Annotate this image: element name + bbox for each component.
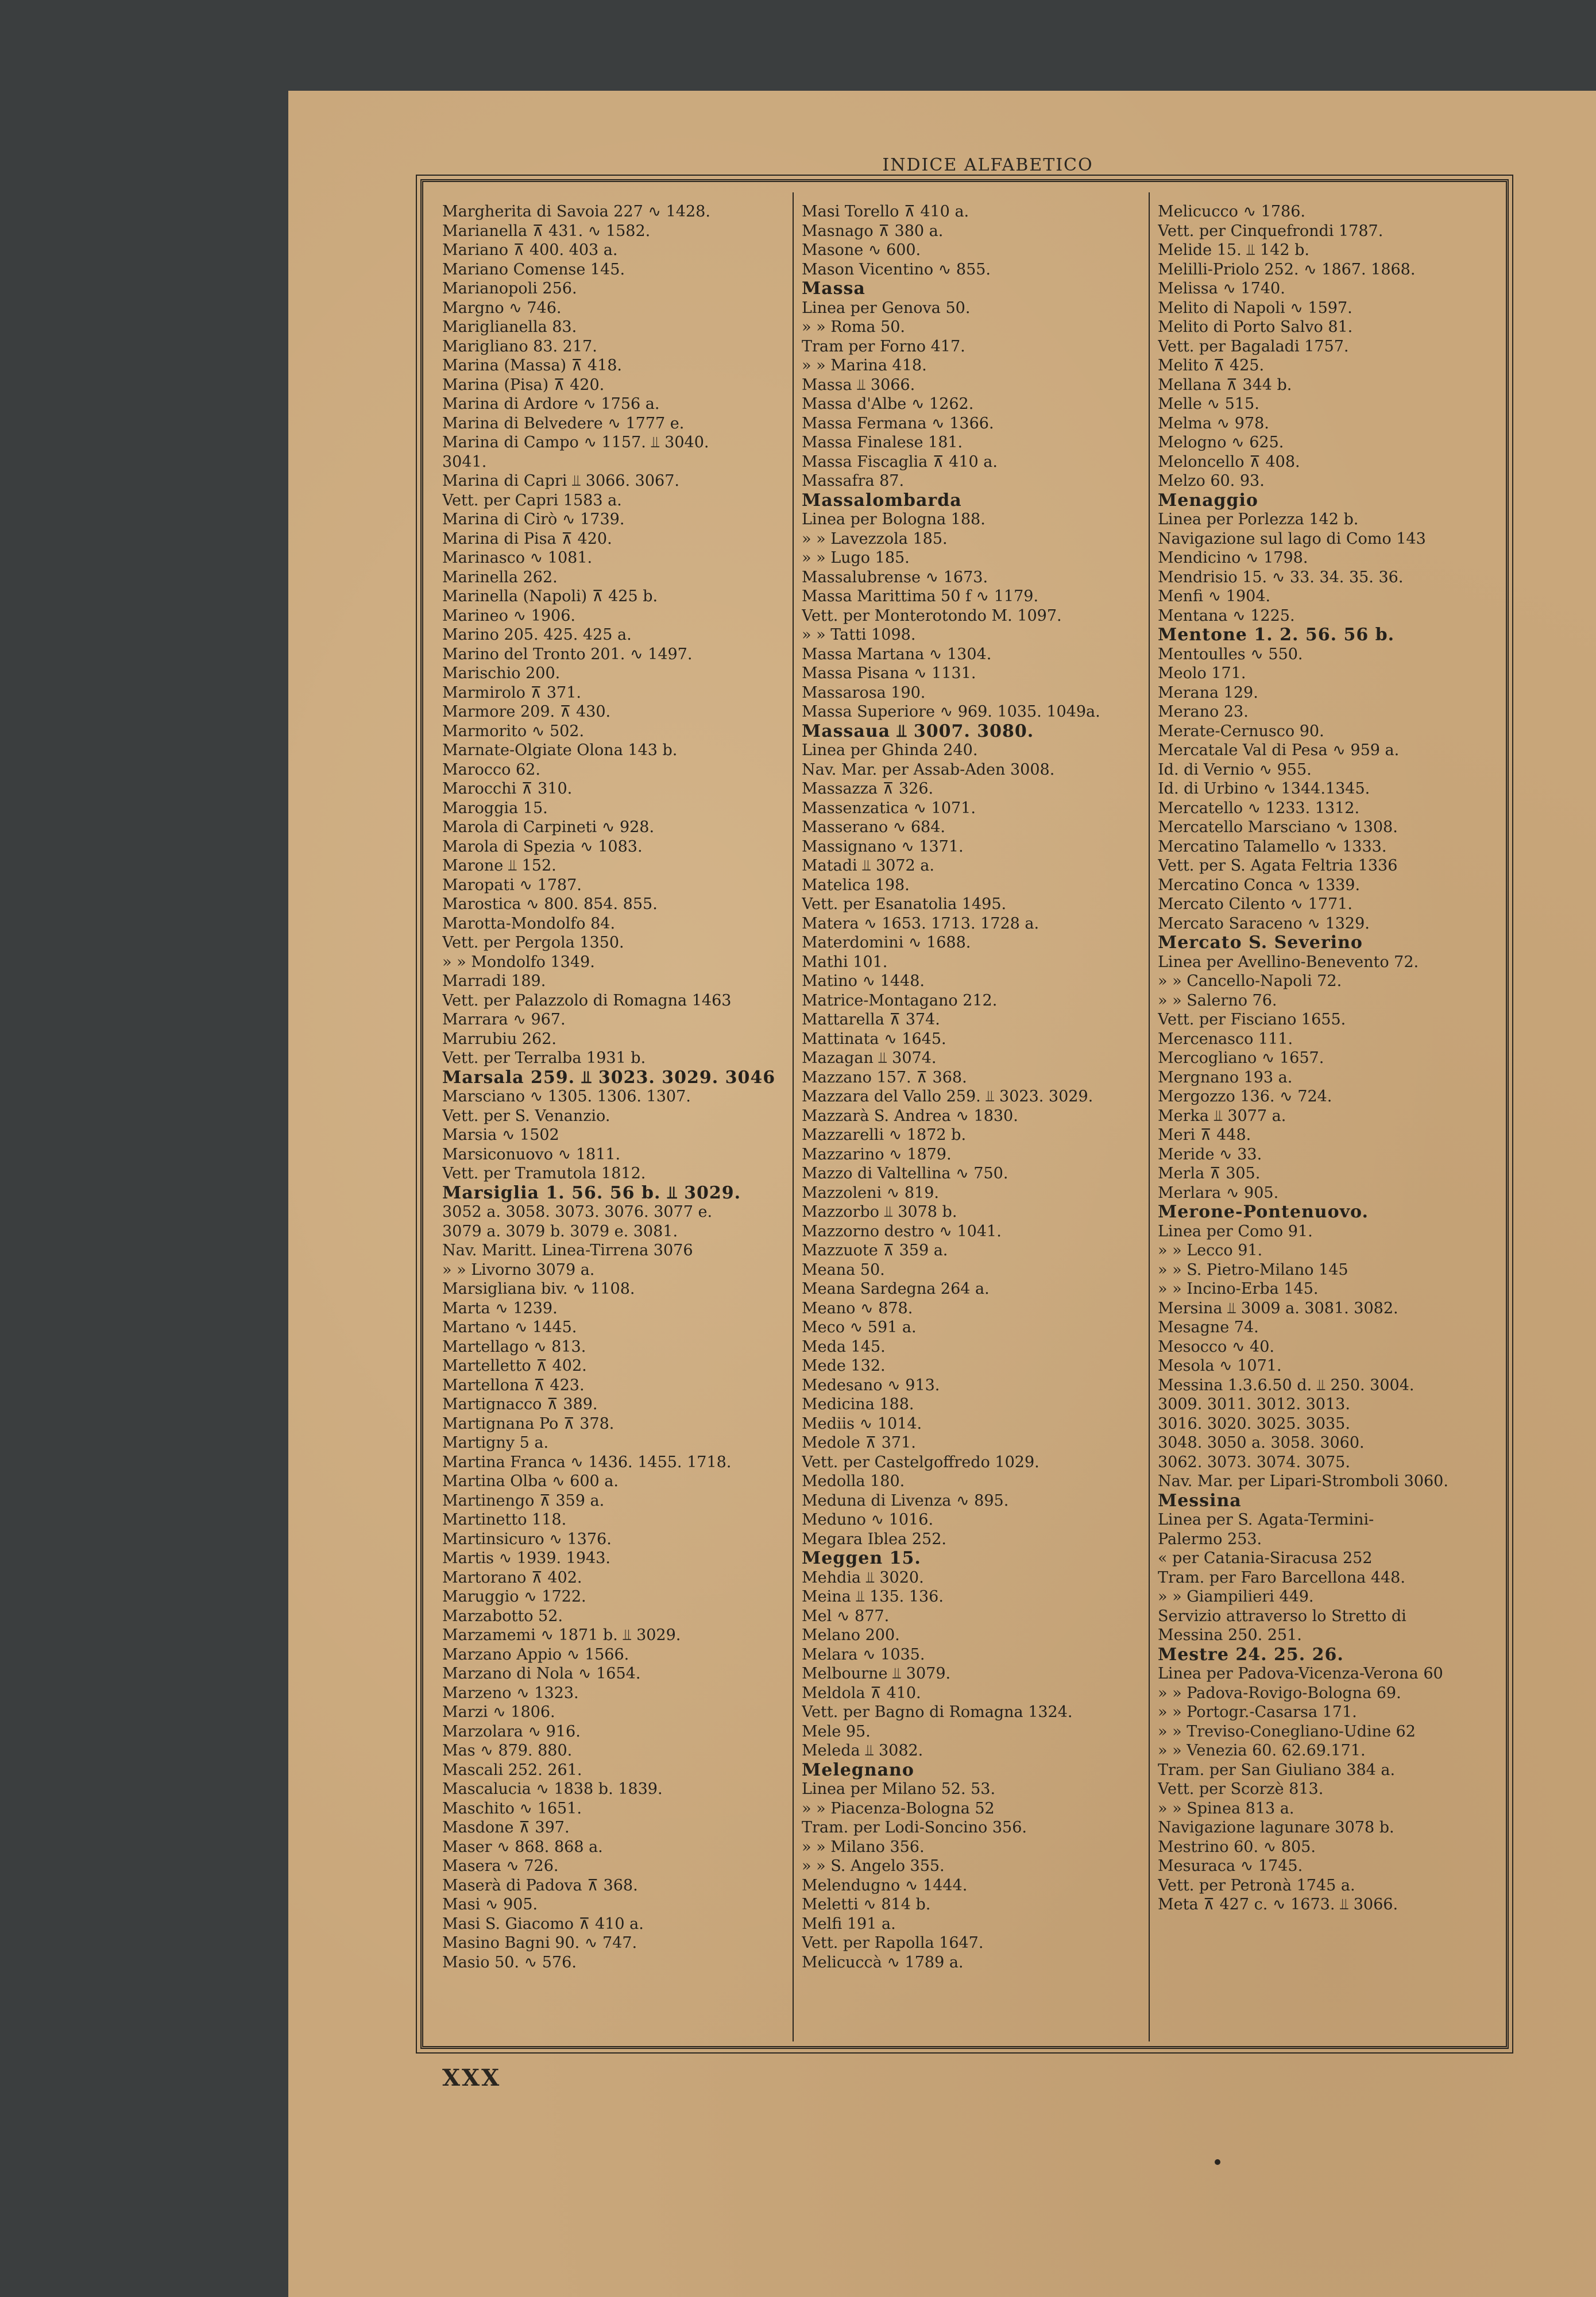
index-entry: Marsiconuovo ∿ 1811.	[442, 1145, 621, 1163]
index-entry: Mariano Comense 145.	[442, 260, 625, 279]
index-entry: » » Treviso-Conegliano-Udine 62	[1158, 1722, 1416, 1741]
index-entry: Linea per S. Agata-Termini-	[1158, 1511, 1374, 1529]
index-entry: Massa d'Albe ∿ 1262.	[802, 395, 974, 413]
index-entry: » » Livorno 3079 a.	[442, 1260, 595, 1279]
index-entry: Vett. per Cinquefrondi 1787.	[1158, 222, 1384, 240]
index-entry: Megara Iblea 252.	[802, 1530, 946, 1548]
index-entry: Vett. per Bagaladi 1757.	[1158, 337, 1349, 355]
index-entry: Melicuccà ∿ 1789 a.	[802, 1953, 964, 1971]
index-entry: Marone ⫫ 152.	[442, 857, 557, 875]
index-entry: Marrubiu 262.	[442, 1030, 557, 1048]
index-entry: Marinella (Napoli) ⊼ 425 b.	[442, 587, 658, 605]
index-entry: Mattarella ⊼ 374.	[802, 1011, 940, 1028]
index-entry: Servizio attraverso lo Stretto di	[1158, 1607, 1406, 1625]
ink-spot	[1215, 2159, 1220, 2165]
index-entry: Mazzano 157. ⊼ 368.	[802, 1068, 967, 1086]
index-entry: Martinetto 118.	[442, 1511, 567, 1529]
index-entry: Linea per Porlezza 142 b.	[1158, 511, 1359, 528]
index-entry: Vett. per Bagno di Romagna 1324.	[802, 1703, 1073, 1721]
index-entry: Tram. per San Giuliano 384 a.	[1158, 1761, 1396, 1779]
index-entry: Marina di Cirò ∿ 1739.	[442, 511, 625, 528]
index-entry: Mendicino ∿ 1798.	[1158, 549, 1308, 567]
index-entry: Mas ∿ 879. 880.	[442, 1742, 573, 1760]
index-entry: Navigazione sul lago di Como 143	[1158, 529, 1426, 548]
index-entry: Mesocco ∿ 40.	[1158, 1337, 1274, 1356]
index-entry: Melicucco ∿ 1786.	[1158, 203, 1305, 221]
index-entry: Massignano ∿ 1371.	[802, 837, 964, 856]
index-entry: Marigliano 83. 217.	[442, 337, 597, 355]
index-entry: Marsia ∿ 1502	[442, 1126, 559, 1144]
index-entry: Martina Franca ∿ 1436. 1455. 1718.	[442, 1453, 732, 1471]
index-entry: Massa Pisana ∿ 1131.	[802, 664, 976, 682]
index-entry: Messina 1.3.6.50 d. ⫫ 250. 3004.	[1158, 1376, 1415, 1394]
index-entry: 3041.	[442, 453, 487, 471]
index-entry: » » Lavezzola 185.	[802, 529, 948, 548]
index-entry: Mellana ⊼ 344 b.	[1158, 376, 1292, 394]
index-entry: Martellago ∿ 813.	[442, 1337, 586, 1356]
index-entry: Marina di Campo ∿ 1157. ⫫ 3040.	[442, 434, 709, 451]
index-entry: » » Mondolfo 1349.	[442, 953, 595, 971]
index-entry: Marsigliana biv. ∿ 1108.	[442, 1280, 635, 1298]
index-entry: Mede 132.	[802, 1357, 886, 1375]
index-entry: Massa ⫫ 3066.	[802, 376, 915, 394]
index-entry: Mercatino Talamello ∿ 1333.	[1158, 837, 1387, 856]
index-entry: Massa Fermana ∿ 1366.	[802, 414, 994, 432]
index-entry: Marina di Ardore ∿ 1756 a.	[442, 395, 660, 413]
index-entry: Merone-Pontenuovo.	[1158, 1202, 1369, 1222]
index-entry: Marostica ∿ 800. 854. 855.	[442, 895, 658, 913]
index-entry: Martelletto ⊼ 402.	[442, 1357, 587, 1375]
index-entry: Mazzuote ⊼ 359 a.	[802, 1242, 948, 1259]
index-entry: » » Giampilieri 449.	[1158, 1588, 1314, 1606]
index-entry: Meggen 15.	[802, 1549, 921, 1568]
index-entry: Marzamemi ∿ 1871 b. ⫫ 3029.	[442, 1626, 681, 1644]
index-entry: Vett. per Capri 1583 a.	[442, 491, 622, 509]
index-column-2	[802, 202, 1146, 2040]
index-entry: Mazzara del Vallo 259. ⫫ 3023. 3029.	[802, 1088, 1093, 1105]
index-entry: « per Catania-Siracusa 252	[1158, 1549, 1373, 1567]
index-entry: Massafra 87.	[802, 472, 905, 490]
index-entry: Marta ∿ 1239.	[442, 1299, 558, 1317]
index-entry: Marocchi ⊼ 310.	[442, 780, 573, 798]
index-entry: Tram per Forno 417.	[802, 337, 965, 355]
index-entry: Maroggia 15.	[442, 799, 548, 817]
index-entry: Mazzarà S. Andrea ∿ 1830.	[802, 1107, 1018, 1125]
index-entry: Nav. Maritt. Linea-Tirrena 3076	[442, 1242, 693, 1259]
index-entry: Matino ∿ 1448.	[802, 972, 925, 990]
index-entry: Matadi ⫫ 3072 a.	[802, 857, 934, 875]
index-entry: Meletti ∿ 814 b.	[802, 1896, 931, 1913]
index-entry: 3048. 3050 a. 3058. 3060.	[1158, 1434, 1365, 1452]
index-entry: Mathi 101.	[802, 953, 888, 971]
index-entry: Melbourne ⫫ 3079.	[802, 1665, 951, 1683]
index-entry: Mariano ⊼ 400. 403 a.	[442, 241, 618, 259]
index-entry: Marino 205. 425. 425 a.	[442, 626, 632, 644]
index-entry: Martignana Po ⊼ 378.	[442, 1414, 615, 1433]
index-entry: Meano ∿ 878.	[802, 1299, 913, 1317]
index-entry: Martina Olba ∿ 600 a.	[442, 1472, 619, 1490]
index-entry: » » Piacenza-Bologna 52	[802, 1799, 995, 1818]
index-entry: Masera ∿ 726.	[442, 1857, 559, 1875]
index-entry: » » Spinea 813 a.	[1158, 1799, 1294, 1818]
index-entry: Maruggio ∿ 1722.	[442, 1588, 586, 1606]
index-entry: Martorano ⊼ 402.	[442, 1568, 582, 1587]
index-entry: » » S. Pietro-Milano 145	[1158, 1260, 1348, 1279]
index-entry: Melogno ∿ 625.	[1158, 434, 1284, 451]
index-entry: Marzano di Nola ∿ 1654.	[442, 1665, 641, 1683]
index-entry: Melilli-Priolo 252. ∿ 1867. 1868.	[1158, 260, 1416, 279]
index-entry: Meco ∿ 591 a.	[802, 1318, 917, 1336]
index-entry: Menaggio	[1158, 490, 1258, 510]
index-entry: Vett. per Tramutola 1812.	[442, 1165, 646, 1182]
index-entry: Marina di Pisa ⊼ 420.	[442, 529, 612, 548]
index-entry: » » Venezia 60. 62.69.171.	[1158, 1742, 1366, 1760]
index-entry: Meolo 171.	[1158, 664, 1246, 682]
index-entry: Mascalucia ∿ 1838 b. 1839.	[442, 1780, 663, 1798]
index-entry: Mentana ∿ 1225.	[1158, 606, 1295, 625]
column-divider	[793, 192, 794, 2041]
index-entry: Marotta-Mondolfo 84.	[442, 914, 616, 933]
index-entry: Vett. per S. Agata Feltria 1336	[1158, 857, 1398, 875]
index-entry: Tram. per Faro Barcellona 448.	[1158, 1568, 1405, 1587]
index-entry: Melito ⊼ 425.	[1158, 357, 1265, 374]
index-entry: Mestre 24. 25. 26.	[1158, 1645, 1344, 1664]
index-entry: Mercatale Val di Pesa ∿ 959 a.	[1158, 741, 1400, 759]
index-entry: Mele 95.	[802, 1722, 871, 1741]
index-entry: Melzo 60. 93.	[1158, 472, 1265, 490]
index-entry: Martinengo ⊼ 359 a.	[442, 1491, 605, 1510]
index-entry: Meduno ∿ 1016.	[802, 1511, 934, 1529]
page-header: INDICE ALFABETICO	[882, 155, 1093, 175]
index-entry: Mesuraca ∿ 1745.	[1158, 1857, 1303, 1875]
index-entry: » » Roma 50.	[802, 318, 906, 336]
index-entry: Mercato Cilento ∿ 1771.	[1158, 895, 1352, 913]
index-entry: Martignacco ⊼ 389.	[442, 1395, 598, 1413]
index-entry: Vett. per Scorzè 813.	[1158, 1780, 1324, 1798]
index-entry: Marino del Tronto 201. ∿ 1497.	[442, 645, 693, 663]
index-entry: Massa Fiscaglia ⊼ 410 a.	[802, 453, 998, 471]
index-entry: Mel ∿ 877.	[802, 1607, 890, 1625]
index-entry: Mentone 1. 2. 56. 56 b.	[1158, 625, 1395, 645]
index-entry: » » Cancello-Napoli 72.	[1158, 972, 1342, 990]
index-entry: Melito di Porto Salvo 81.	[1158, 318, 1353, 336]
index-entry: Massazza ⊼ 326.	[802, 780, 934, 798]
index-entry: » » Milano 356.	[802, 1838, 925, 1856]
index-entry: » » Lugo 185.	[802, 549, 910, 567]
index-entry: » » S. Angelo 355.	[802, 1857, 945, 1875]
index-entry: Meana 50.	[802, 1260, 885, 1279]
index-entry: Merla ⊼ 305.	[1158, 1165, 1261, 1182]
column-divider	[1149, 192, 1150, 2041]
index-entry: » » Padova-Rovigo-Bologna 69.	[1158, 1684, 1401, 1702]
index-entry: Vett. per Pergola 1350.	[442, 934, 624, 952]
index-entry: Masi S. Giacomo ⊼ 410 a.	[442, 1915, 644, 1933]
index-entry: Mercatino Conca ∿ 1339.	[1158, 876, 1361, 894]
index-entry: Melissa ∿ 1740.	[1158, 280, 1285, 297]
page-number: XXX	[442, 2064, 501, 2091]
index-entry: Menfi ∿ 1904.	[1158, 587, 1271, 605]
index-entry: Marineo ∿ 1906.	[442, 606, 575, 625]
index-entry: » » Tatti 1098.	[802, 626, 916, 644]
index-entry: Matera ∿ 1653. 1713. 1728 a.	[802, 914, 1039, 933]
index-entry: Meduna di Livenza ∿ 895.	[802, 1491, 1009, 1510]
index-entry: Meda 145.	[802, 1337, 886, 1356]
index-entry: Id. di Vernio ∿ 955.	[1158, 760, 1312, 779]
index-entry: Mason Vicentino ∿ 855.	[802, 260, 991, 279]
index-entry: Tram. per Lodi-Soncino 356.	[802, 1819, 1027, 1836]
index-entry: Messina	[1158, 1491, 1242, 1510]
index-entry: Mattinata ∿ 1645.	[802, 1030, 946, 1048]
index-entry: Vett. per Palazzolo di Romagna 1463	[442, 991, 732, 1010]
index-entry: Medesano ∿ 913.	[802, 1376, 940, 1394]
index-entry: Merano 23.	[1158, 703, 1249, 721]
index-entry: Melma ∿ 978.	[1158, 414, 1269, 432]
index-entry: Massa	[802, 279, 865, 299]
index-entry: Martano ∿ 1445.	[442, 1318, 577, 1336]
index-entry: Nav. Mar. per Lipari-Stromboli 3060.	[1158, 1472, 1448, 1490]
index-entry: Mercenasco 111.	[1158, 1030, 1293, 1048]
index-entry: Linea per Avellino-Benevento 72.	[1158, 953, 1419, 971]
index-entry: Meri ⊼ 448.	[1158, 1126, 1251, 1144]
index-entry: Melide 15. ⫫ 142 b.	[1158, 241, 1310, 259]
index-entry: » » Salerno 76.	[1158, 991, 1277, 1010]
index-entry: Masdone ⊼ 397.	[442, 1819, 570, 1836]
index-entry: Massaua ⫫ 3007. 3080.	[802, 721, 1034, 741]
index-entry: Mergozzo 136. ∿ 724.	[1158, 1088, 1332, 1105]
index-entry: Marina di Belvedere ∿ 1777 e.	[442, 414, 685, 432]
index-entry: Vett. per Esanatolia 1495.	[802, 895, 1007, 913]
index-entry: Mergnano 193 a.	[1158, 1068, 1293, 1086]
index-entry: Vett. per Terralba 1931 b.	[442, 1049, 646, 1067]
index-entry: Melegnano	[802, 1760, 914, 1780]
index-column-1	[442, 202, 787, 2040]
index-entry: Linea per Como 91.	[1158, 1222, 1313, 1240]
index-entry: Martinsicuro ∿ 1376.	[442, 1530, 612, 1548]
index-entry: Maschito ∿ 1651.	[442, 1799, 582, 1818]
index-entry: Mercogliano ∿ 1657.	[1158, 1049, 1324, 1067]
index-entry: Marradi 189.	[442, 972, 546, 990]
index-entry: Id. di Urbino ∿ 1344.1345.	[1158, 780, 1370, 798]
index-entry: 3052 a. 3058. 3073. 3076. 3077 e.	[442, 1203, 713, 1221]
index-column-3	[1158, 202, 1502, 2040]
index-entry: Masi Torello ⊼ 410 a.	[802, 203, 969, 221]
index-entry: » » Portogr.-Casarsa 171.	[1158, 1703, 1357, 1721]
index-entry: Materdomini ∿ 1688.	[802, 934, 971, 952]
index-entry: Merana 129.	[1158, 683, 1258, 702]
index-entry: Mascali 252. 261.	[442, 1761, 582, 1779]
index-entry: Melano 200.	[802, 1626, 900, 1644]
index-entry: Merlara ∿ 905.	[1158, 1184, 1279, 1202]
index-entry: Masio 50. ∿ 576.	[442, 1953, 577, 1971]
index-entry: Marischio 200.	[442, 664, 561, 682]
index-entry: Mercato S. Severino	[1158, 933, 1363, 953]
index-entry: Mazzo di Valtellina ∿ 750.	[802, 1165, 1008, 1182]
index-entry: Vett. per Monterotondo M. 1097.	[802, 606, 1062, 625]
index-entry: Medolla 180.	[802, 1472, 905, 1490]
index-entry: Vett. per Petronà 1745 a.	[1158, 1876, 1355, 1894]
index-entry: Massarosa 190.	[802, 683, 926, 702]
index-entry: Marmirolo ⊼ 371.	[442, 683, 581, 702]
index-entry: Messina 250. 251.	[1158, 1626, 1302, 1644]
index-entry: Margherita di Savoia 227 ∿ 1428.	[442, 203, 710, 221]
index-entry: Mesagne 74.	[1158, 1318, 1259, 1336]
index-entry: Mercatello ∿ 1233. 1312.	[1158, 799, 1360, 817]
index-entry: Marola di Spezia ∿ 1083.	[442, 837, 643, 856]
index-entry: Mersina ⫫ 3009 a. 3081. 3082.	[1158, 1299, 1398, 1317]
index-entry: Vett. per S. Venanzio.	[442, 1107, 610, 1125]
index-entry: Vett. per Fisciano 1655.	[1158, 1011, 1346, 1028]
index-entry: Melito di Napoli ∿ 1597.	[1158, 299, 1352, 317]
index-entry: Mazzarino ∿ 1879.	[802, 1145, 952, 1163]
index-entry: Mercato Saraceno ∿ 1329.	[1158, 914, 1370, 933]
index-entry: Merate-Cernusco 90.	[1158, 722, 1324, 740]
index-entry: » » Marina 418.	[802, 357, 927, 374]
index-entry: Margno ∿ 746.	[442, 299, 562, 317]
index-entry: Massa Martana ∿ 1304.	[802, 645, 992, 663]
index-entry: Masone ∿ 600.	[802, 241, 921, 259]
index-entry: Mesola ∿ 1071.	[1158, 1357, 1282, 1375]
index-entry: Masi ∿ 905.	[442, 1896, 538, 1913]
index-entry: Marsala 259. ⫫ 3023. 3029. 3046	[442, 1068, 776, 1087]
index-entry: Mariglianella 83.	[442, 318, 577, 336]
index-entry: Massa Marittima 50 f ∿ 1179.	[802, 587, 1039, 605]
index-entry: Marmorito ∿ 502.	[442, 722, 585, 740]
index-entry: Marrara ∿ 967.	[442, 1011, 566, 1028]
index-entry: Linea per Genova 50.	[802, 299, 971, 317]
index-entry: Marsiglia 1. 56. 56 b. ⫫ 3029.	[442, 1183, 741, 1202]
index-entry: Marina di Capri ⫫ 3066. 3067.	[442, 472, 679, 490]
index-entry: Marsciano ∿ 1305. 1306. 1307.	[442, 1088, 691, 1105]
index-entry: Marzano Appio ∿ 1566.	[442, 1645, 629, 1664]
index-entry: Marinella 262.	[442, 568, 558, 586]
index-entry: Meloncello ⊼ 408.	[1158, 453, 1300, 471]
index-entry: Masserano ∿ 684.	[802, 818, 945, 836]
index-entry: Massenzatica ∿ 1071.	[802, 799, 976, 817]
index-entry: Meldola ⊼ 410.	[802, 1684, 921, 1702]
index-entry: Navigazione lagunare 3078 b.	[1158, 1819, 1394, 1836]
index-entry: Maser ∿ 868. 868 a.	[442, 1838, 603, 1856]
index-entry: Nav. Mar. per Assab-Aden 3008.	[802, 760, 1055, 779]
index-entry: Marianopoli 256.	[442, 280, 577, 297]
index-entry: Merka ⫫ 3077 a.	[1158, 1107, 1286, 1125]
index-entry: Mazagan ⫫ 3074.	[802, 1049, 937, 1067]
index-entry: Matrice-Montagano 212.	[802, 991, 998, 1010]
index-entry: Mendrisio 15. ∿ 33. 34. 35. 36.	[1158, 568, 1404, 586]
index-entry: Marzeno ∿ 1323.	[442, 1684, 579, 1702]
index-entry: Masnago ⊼ 380 a.	[802, 222, 944, 240]
index-entry: Meina ⫫ 135. 136.	[802, 1588, 944, 1606]
index-entry: Meta ⊼ 427 c. ∿ 1673. ⫫ 3066.	[1158, 1896, 1398, 1913]
index-entry: Linea per Bologna 188.	[802, 511, 986, 528]
index-entry: Linea per Padova-Vicenza-Verona 60	[1158, 1665, 1443, 1683]
index-entry: Melara ∿ 1035.	[802, 1645, 925, 1664]
index-entry: Martis ∿ 1939. 1943.	[442, 1549, 610, 1567]
index-entry: Mazzorbo ⫫ 3078 b.	[802, 1203, 957, 1221]
index-entry: Marianella ⊼ 431. ∿ 1582.	[442, 222, 651, 240]
index-entry: Marzabotto 52.	[442, 1607, 563, 1625]
index-entry: Mentoulles ∿ 550.	[1158, 645, 1303, 663]
index-entry: » » Lecco 91.	[1158, 1242, 1263, 1259]
index-entry: Marzolara ∿ 916.	[442, 1722, 581, 1741]
index-entry: Marina (Pisa) ⊼ 420.	[442, 376, 605, 394]
index-entry: 3016. 3020. 3025. 3035.	[1158, 1414, 1350, 1433]
index-entry: Maserà di Padova ⊼ 368.	[442, 1876, 638, 1894]
index-entry: Martigny 5 a.	[442, 1434, 549, 1452]
index-entry: Melfi 191 a.	[802, 1915, 896, 1933]
index-entry: Martellona ⊼ 423.	[442, 1376, 585, 1394]
index-entry: Medole ⊼ 371.	[802, 1434, 916, 1452]
index-entry: Melle ∿ 515.	[1158, 395, 1259, 413]
index-entry: Mazzarelli ∿ 1872 b.	[802, 1126, 967, 1144]
index-entry: Marocco 62.	[442, 760, 540, 779]
index-entry: Massa Superiore ∿ 969. 1035. 1049a.	[802, 703, 1100, 721]
index-entry: Meana Sardegna 264 a.	[802, 1280, 990, 1298]
index-entry: 3062. 3073. 3074. 3075.	[1158, 1453, 1350, 1471]
index-entry: Palermo 253.	[1158, 1530, 1262, 1548]
index-entry: 3079 a. 3079 b. 3079 e. 3081.	[442, 1222, 678, 1240]
index-entry: Mercatello Marsciano ∿ 1308.	[1158, 818, 1398, 836]
index-entry: Vett. per Castelgoffredo 1029.	[802, 1453, 1039, 1471]
index-entry: Medicina 188.	[802, 1395, 914, 1413]
index-entry: Maropati ∿ 1787.	[442, 876, 582, 894]
index-entry: Mazzoleni ∿ 819.	[802, 1184, 939, 1202]
index-entry: Marola di Carpineti ∿ 928.	[442, 818, 655, 836]
index-entry: 3009. 3011. 3012. 3013.	[1158, 1395, 1350, 1413]
index-entry: Massa Finalese 181.	[802, 434, 963, 451]
index-entry: Melendugno ∿ 1444.	[802, 1876, 968, 1894]
index-entry: Vett. per Rapolla 1647.	[802, 1934, 984, 1952]
index-entry: Massalubrense ∿ 1673.	[802, 568, 988, 586]
index-entry: Marina (Massa) ⊼ 418.	[442, 357, 623, 374]
index-entry: Marzi ∿ 1806.	[442, 1703, 555, 1721]
index-entry: Mestrino 60. ∿ 805.	[1158, 1838, 1316, 1856]
index-entry: Massalombarda	[802, 490, 962, 510]
index-entry: Mediis ∿ 1014.	[802, 1414, 922, 1433]
index-entry: Marnate-Olgiate Olona 143 b.	[442, 741, 678, 759]
index-entry: Meride ∿ 33.	[1158, 1145, 1262, 1163]
index-entry: » » Incino-Erba 145.	[1158, 1280, 1319, 1298]
index-entry: Marmore 209. ⊼ 430.	[442, 703, 611, 721]
index-entry: Linea per Milano 52. 53.	[802, 1780, 996, 1798]
index-entry: Marinasco ∿ 1081.	[442, 549, 593, 567]
index-entry: Meleda ⫫ 3082.	[802, 1742, 923, 1760]
index-entry: Mazzorno destro ∿ 1041.	[802, 1222, 1002, 1240]
index-entry: Mehdia ⫫ 3020.	[802, 1568, 924, 1587]
index-entry: Masino Bagni 90. ∿ 747.	[442, 1934, 637, 1952]
index-entry: Linea per Ghinda 240.	[802, 741, 978, 759]
index-entry: Matelica 198.	[802, 876, 910, 894]
